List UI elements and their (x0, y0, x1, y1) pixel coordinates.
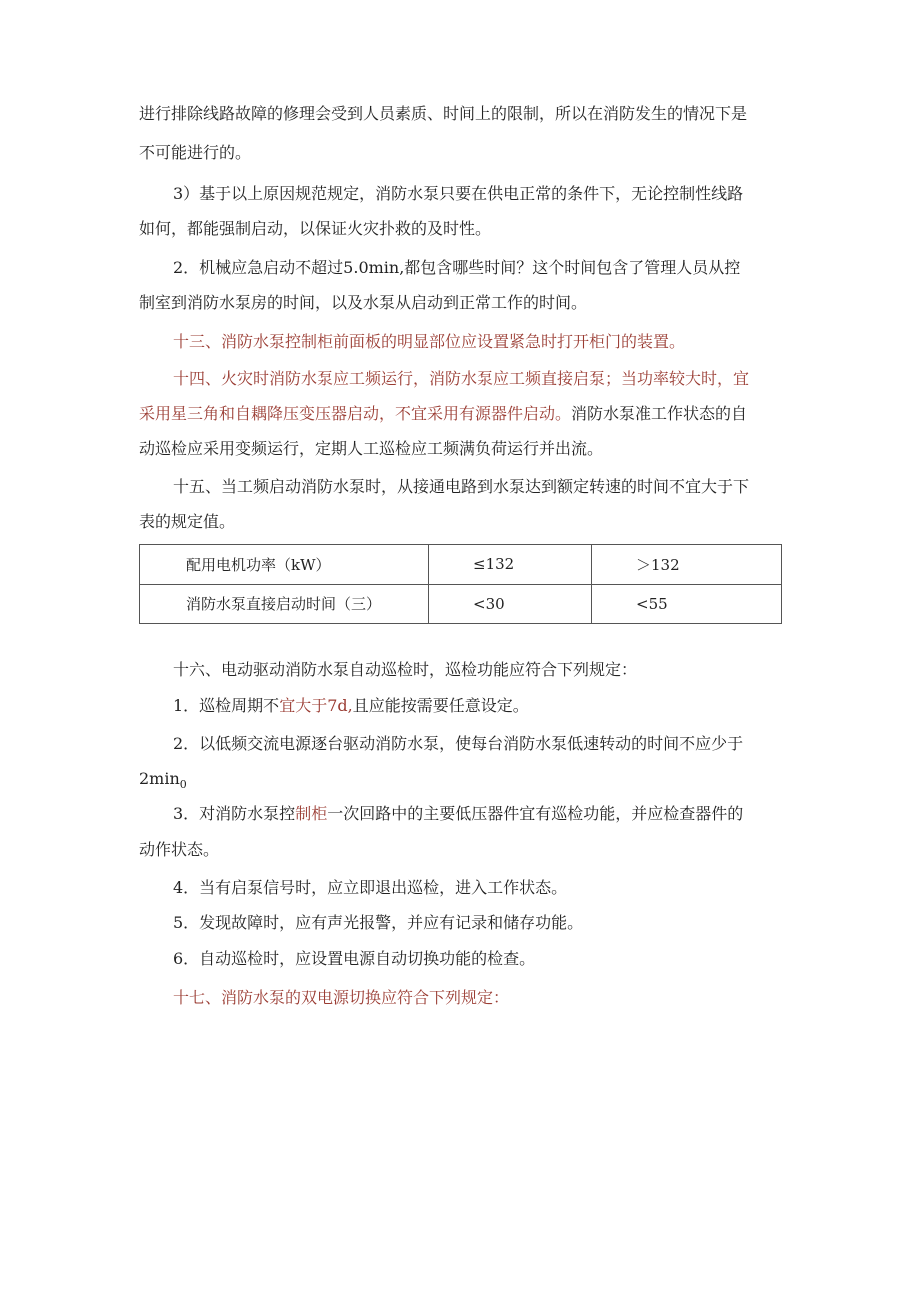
paragraph-line: 2．机械应急启动不超过5.0min,都包含哪些时间？这个时间包含了管理人员从控 (173, 258, 741, 277)
paragraph-line: 不可能进行的。 (139, 143, 252, 162)
section-16-heading: 十六、电动驱动消防水泵自动巡检时，巡检功能应符合下列规定： (173, 660, 638, 679)
table-cell: 配用电机功率（kW） (140, 545, 429, 585)
section-15-line: 表的规定值。 (139, 512, 236, 531)
paragraph-line: 进行排除线路故障的修理会受到人员素质、时间上的限制，所以在消防发生的情况下是 (139, 104, 748, 123)
list-item-continuation (139, 768, 187, 796)
highlighted-text: 采用星三角和自耦降压变压器启动，不宜采用有源器件启动。 (139, 404, 572, 423)
table-cell: ≤132 (429, 545, 592, 585)
list-item (173, 803, 743, 825)
table-cell: ＞132 (592, 545, 782, 585)
table-cell: <30 (429, 584, 592, 624)
normal-text: 1．巡检周期不 (173, 696, 280, 715)
list-item (173, 695, 529, 717)
section-15-line: 十五、当工频启动消防水泵时，从接通电路到水泵达到额定转速的时间不宜大于下 (173, 477, 750, 496)
table-cell: <55 (592, 584, 782, 624)
subscript-text: 0 (179, 778, 187, 791)
normal-text: 一次回路中的主要低压器件宜有巡检功能，并应检查器件的 (327, 804, 744, 823)
section-17-heading: 十七、消防水泵的双电源切换应符合下列规定： (173, 988, 510, 1007)
normal-text: 消防水泵准工作状态的自 (571, 404, 748, 423)
table-row (140, 545, 782, 585)
table-cell: 消防水泵直接启动时间（三） (140, 584, 429, 624)
list-item: 2．以低频交流电源逐台驱动消防水泵，使每台消防水泵低速转动的时间不应少于 (173, 734, 744, 753)
paragraph-line: 制室到消防水泵房的时间，以及水泵从启动到正常工作的时间。 (139, 293, 588, 312)
highlighted-text: 宜大于7d, (279, 696, 353, 715)
section-14-line: 十四、火灾时消防水泵应工频运行，消防水泵应工频直接启泵；当功率较大时，宜 (173, 369, 750, 388)
section-14-line (139, 403, 747, 425)
list-item-continuation: 动作状态。 (139, 840, 220, 859)
list-item: 5．发现故障时，应有声光报警，并应有记录和储存功能。 (173, 913, 584, 932)
list-item: 6．自动巡检时，应设置电源自动切换功能的检查。 (173, 949, 536, 968)
start-time-table (139, 544, 782, 624)
highlighted-text: 制柜 (295, 804, 328, 823)
section-14-line: 动巡检应采用变频运行，定期人工巡检应工频满负荷运行并出流。 (139, 439, 604, 458)
section-13-heading: 十三、消防水泵控制柜前面板的明显部位应设置紧急时打开柜门的装置。 (173, 332, 686, 351)
normal-text: 且应能按需要任意设定。 (352, 696, 529, 715)
paragraph-line: 3）基于以上原因规范规定，消防水泵只要在供电正常的条件下，无论控制性线路 (173, 184, 744, 203)
normal-text: 2min (139, 769, 180, 788)
paragraph-line: 如何，都能强制启动，以保证火灾扑救的及时性。 (139, 219, 492, 238)
table-row (140, 584, 782, 624)
normal-text: 3．对消防水泵控 (173, 804, 296, 823)
list-item: 4．当有启泵信号时，应立即退出巡检，进入工作状态。 (173, 878, 568, 897)
